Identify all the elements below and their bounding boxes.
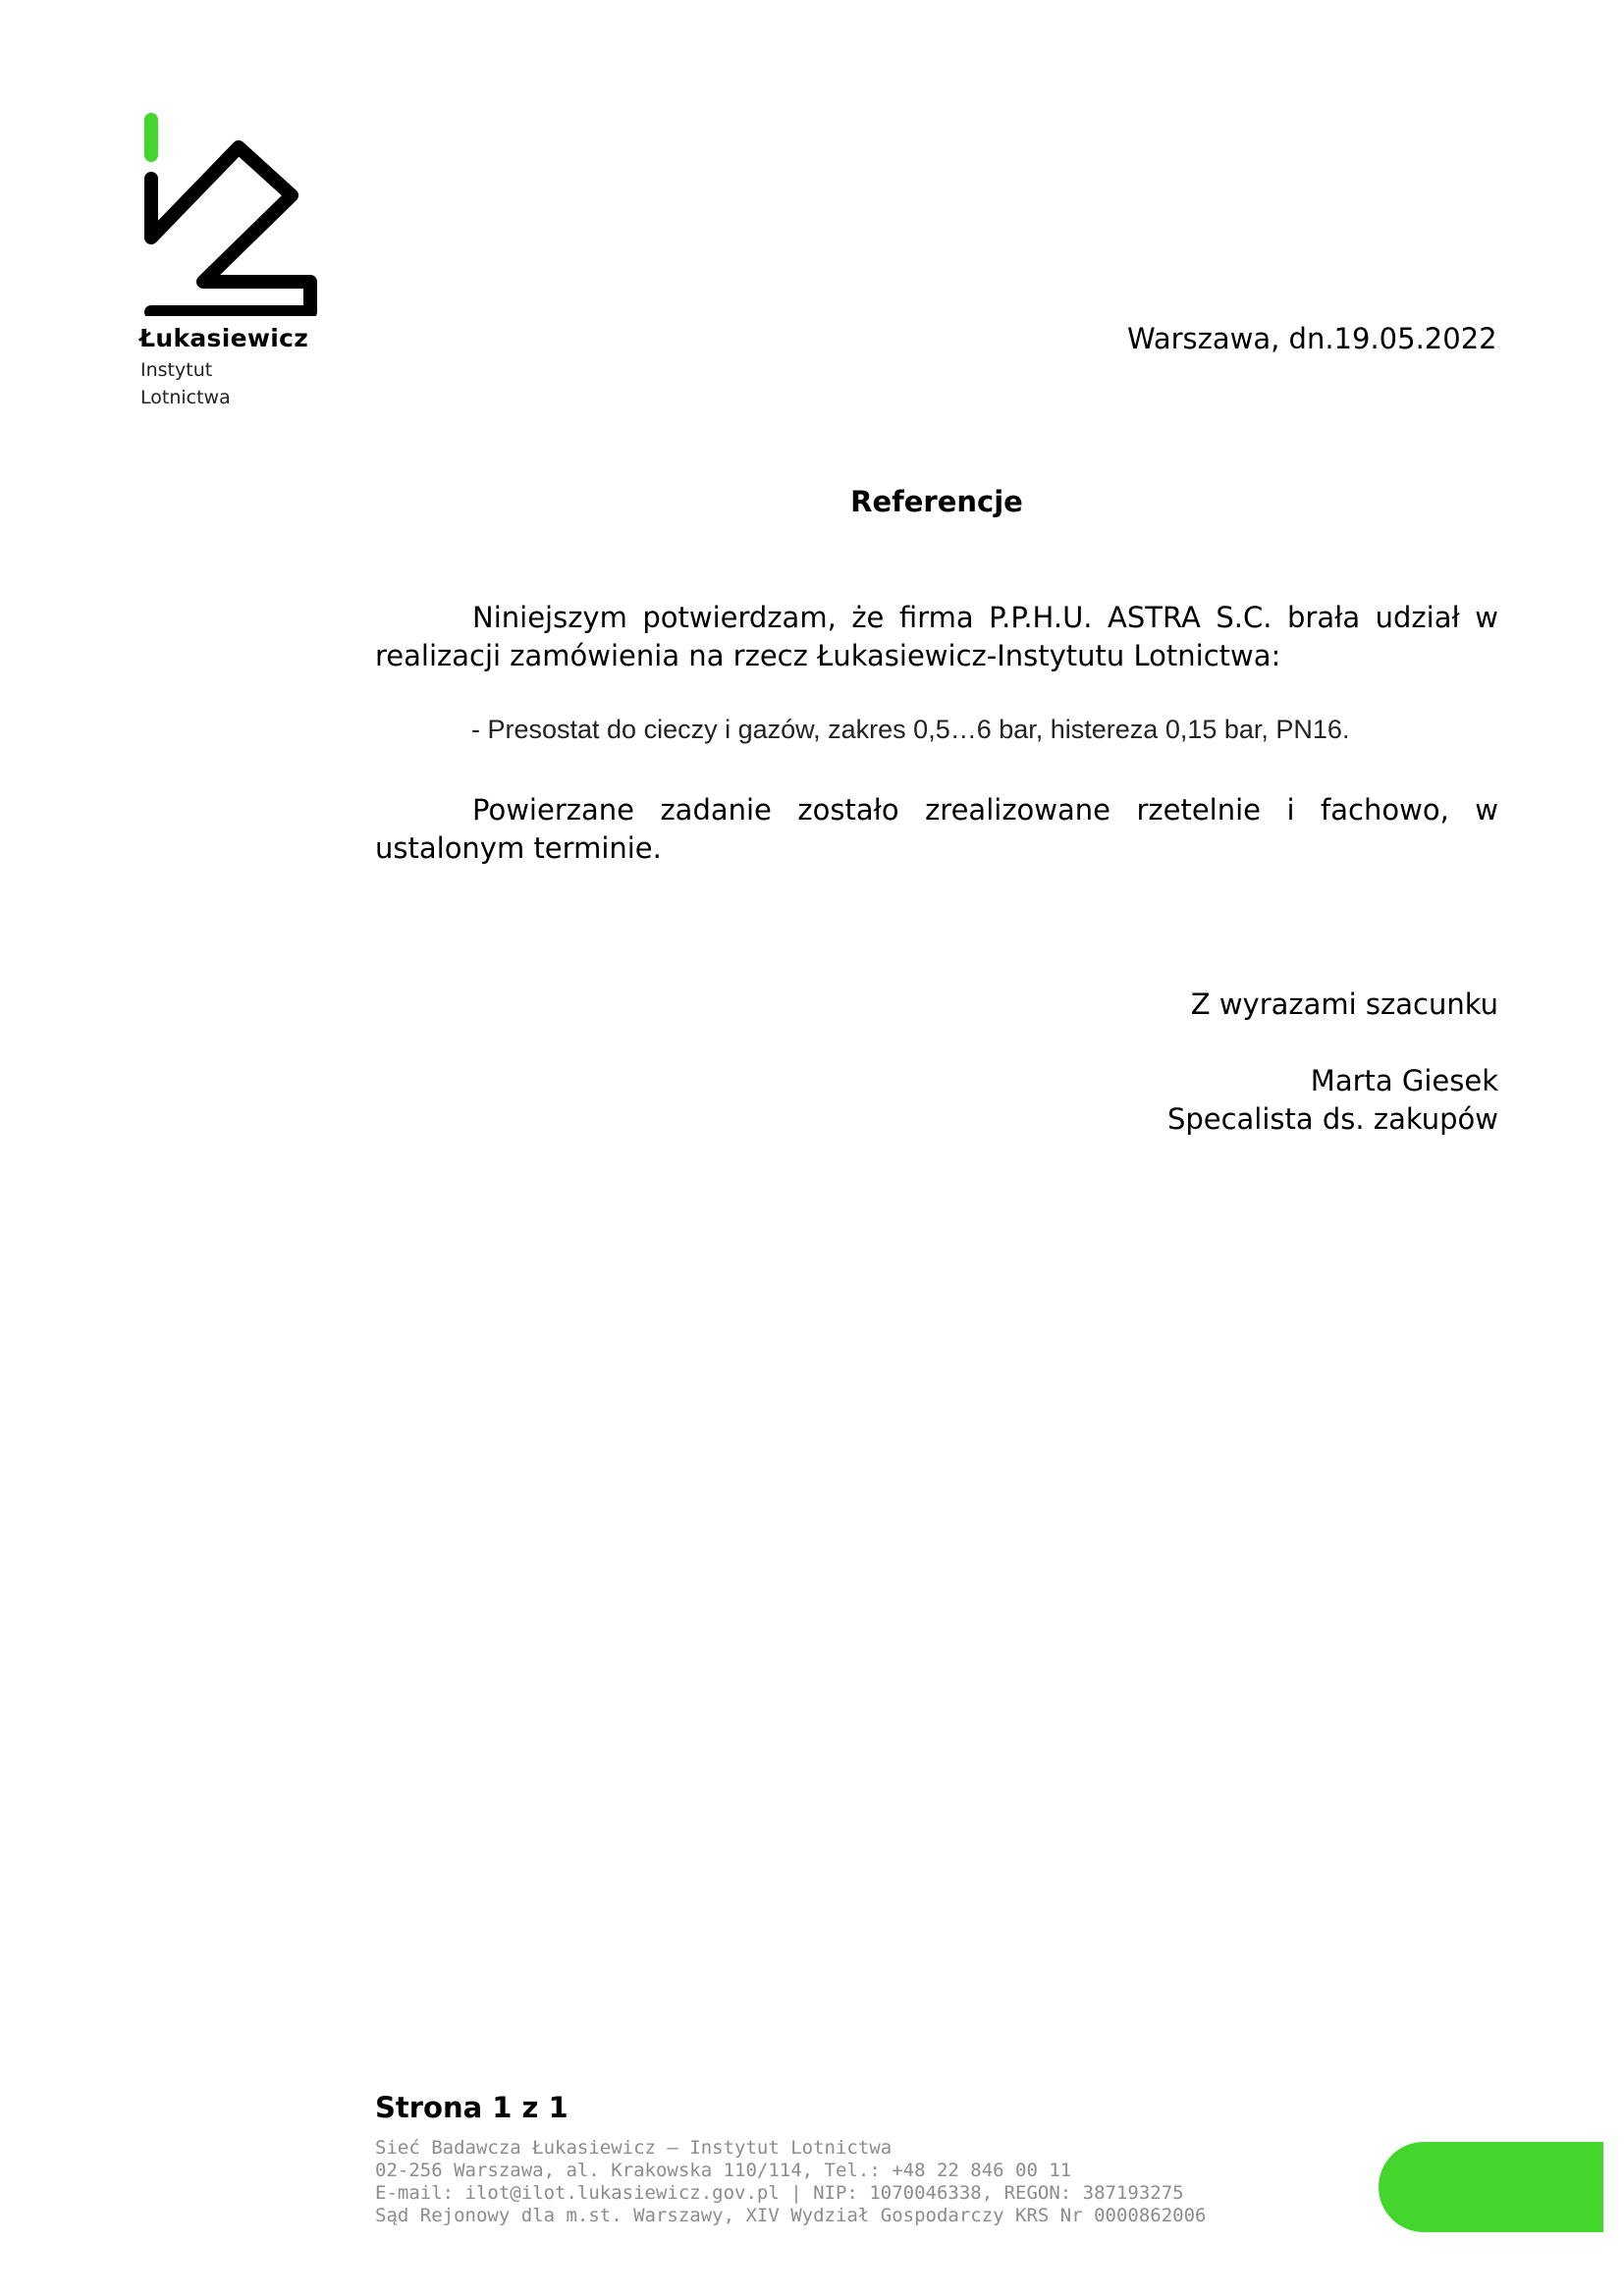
footer-contact-block bbox=[375, 2137, 1206, 2227]
logo-subtitle-line1: Instytut bbox=[140, 359, 213, 381]
signatory-name: Marta Giesek bbox=[1310, 1064, 1498, 1097]
paragraph-assessment-text: Powierzane zadanie zostało zrealizowane rzetelnie i fachowo, w ustalonym terminie. bbox=[375, 793, 1498, 865]
paragraph-confirmation-text: Niniejszym potwierdzam, że firma P.P.H.U. ASTRA S.C. brała udział w realizacji zamówienia na rzecz Łukasiewicz-Instytutu Lotnictwa: bbox=[375, 601, 1498, 672]
logo-subtitle-line2: Lotnictwa bbox=[140, 387, 231, 408]
signatory-role: Specalista ds. zakupów bbox=[1166, 1102, 1498, 1136]
decorative-green-tab bbox=[1379, 2142, 1603, 2232]
footer-line-address: 02-256 Warszawa, al. Krakowska 110/114, Tel.: +48 22 846 00 11 bbox=[375, 2160, 1072, 2181]
document-title: Referencje bbox=[850, 485, 1023, 518]
bullet-item: - Presostat do cieczy i gazów, zakres 0,5…6 bar, histereza 0,15 bar, PN16. bbox=[471, 715, 1350, 744]
closing-salutation: Z wyrazami szacunku bbox=[1190, 988, 1498, 1021]
footer-line-organization: Sieć Badawcza Łukasiewicz – Instytut Lotnictwa bbox=[375, 2137, 893, 2159]
document-date: Warszawa, dn.19.05.2022 bbox=[1127, 322, 1497, 355]
footer-line-email: E-mail: ilot@ilot.lukasiewicz.gov.pl | NIP: 1070046338, REGON: 387193275 bbox=[375, 2182, 1184, 2204]
page-number: Strona 1 z 1 bbox=[375, 2091, 568, 2124]
paragraph-confirmation bbox=[375, 599, 1498, 675]
lukasiewicz-logo-icon bbox=[137, 110, 324, 316]
institute-logo bbox=[137, 110, 324, 414]
paragraph-assessment bbox=[375, 791, 1498, 868]
footer-line-court: Sąd Rejonowy dla m.st. Warszawy, XIV Wydział Gospodarczy KRS Nr 0000862006 bbox=[375, 2205, 1207, 2226]
logo-name: Łukasiewicz bbox=[139, 324, 309, 352]
